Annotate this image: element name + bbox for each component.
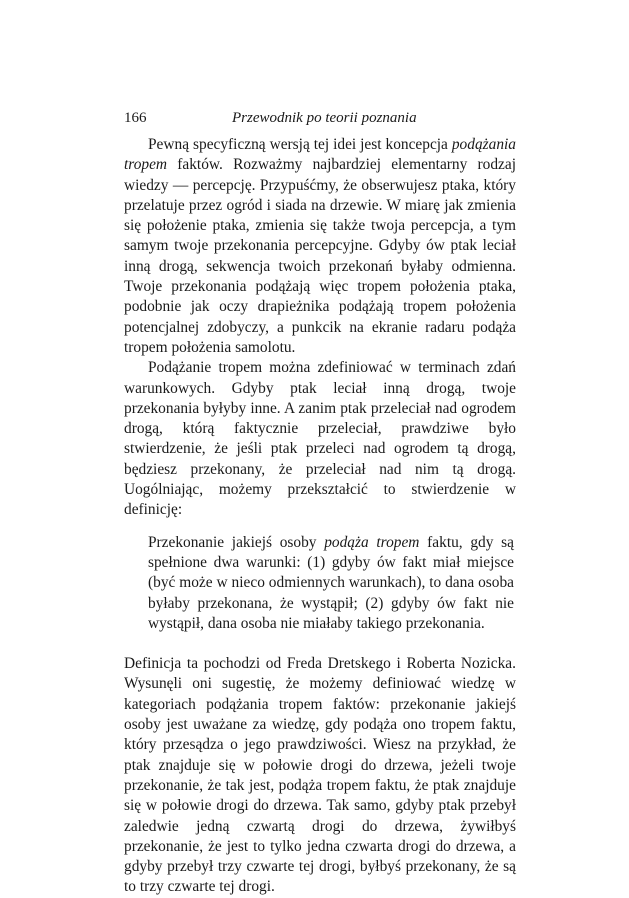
body-text (124, 135, 516, 898)
paragraph-3: Definicja ta pochodzi od Freda Dretskego i Roberta Nozicka. Wysunęli oni sugestię, że możemy definiować wiedzę w kategoriach podążania tropem faktów: przekonanie jakiejś osoby jest uważane za wiedzę, gdy podąża ono tropem faktu, który przesądza o jego prawdziwości. Wiesz na przykład, że ptak znajduje się w połowie drogi do drzewa, jeżeli twoje przekonanie, że tak jest, podąża tropem faktu, że ptak znajduje się w połowie drogi do drzewa. Tak samo, gdyby ptak przebył zaledwie jedną czwartą drogi do drzewa, żywiłbyś przekonanie, że jest to tylko jedna czwarta drogi do drzewa, a gdyby przebył trzy czwarte tej drogi, byłbyś przekonany, że są to trzy czwarte tej drogi. (124, 655, 516, 896)
definition-quote-text-b: faktu, gdy są spełnione dwa warunki: (1) gdyby ów fakt miał miejsce (być może w nieco odmiennych warunkach), to dana osoba byłaby przekonana, że wystąpił; (2) gdyby ów fakt nie wystąpił, dana osoba nie miałaby takiego przekonania. (148, 533, 514, 632)
definition-quote (148, 533, 514, 634)
paragraph-1 (124, 135, 516, 358)
paragraph-1-text-b: faktów. Rozważmy najbardziej elementarny rodzaj wiedzy — percepcję. Przypuśćmy, że obserwujesz ptaka, który przelatuje przez ogród i siada na drzewie. W miarę jak zmienia się położenie ptaka, zmienia się także twoja percepcja, a tym samym twoje przekonania percepcyjne. Gdyby ów ptak leciał inną drogą, sekwencja twoich przekonań byłaby odmienna. Twoje przekonania podążają więc tropem położenia ptaka, podobnie jak oczy drapieżnika podążają tropem położenia potencjalnej zdobyczy, a punkcik na ekranie radaru podąża tropem położenia samolotu. (124, 156, 516, 356)
page-header (124, 110, 524, 130)
definition-quote-italic-term: podąża tropem (324, 533, 420, 551)
paragraph-1-italic-term: podążania tropem (124, 136, 516, 174)
paragraph-1-text-a: Pewną specyficzną wersją tej idei jest koncepcja (148, 136, 452, 153)
running-title: Przewodnik po teorii poznania (232, 110, 417, 126)
paragraph-2: Podążanie tropem można zdefiniować w terminach zdań warunkowych. Gdyby ptak leciał inną drogą, twoje przekonania byłyby inne. A zanim ptak przeleciał nad ogrodem drogą, którą faktycznie przeleciał, prawdziwe było stwierdzenie, że jeśli ptak przeleci nad ogrodem tą drogą, będziesz przekonany, że przeleciał nad nim tą drogą. Uogólniając, możemy przekształcić to stwierdzenie w definicję: (124, 359, 516, 519)
definition-quote-text-a: Przekonanie jakiejś osoby (148, 533, 325, 551)
page-number: 166 (124, 110, 147, 126)
